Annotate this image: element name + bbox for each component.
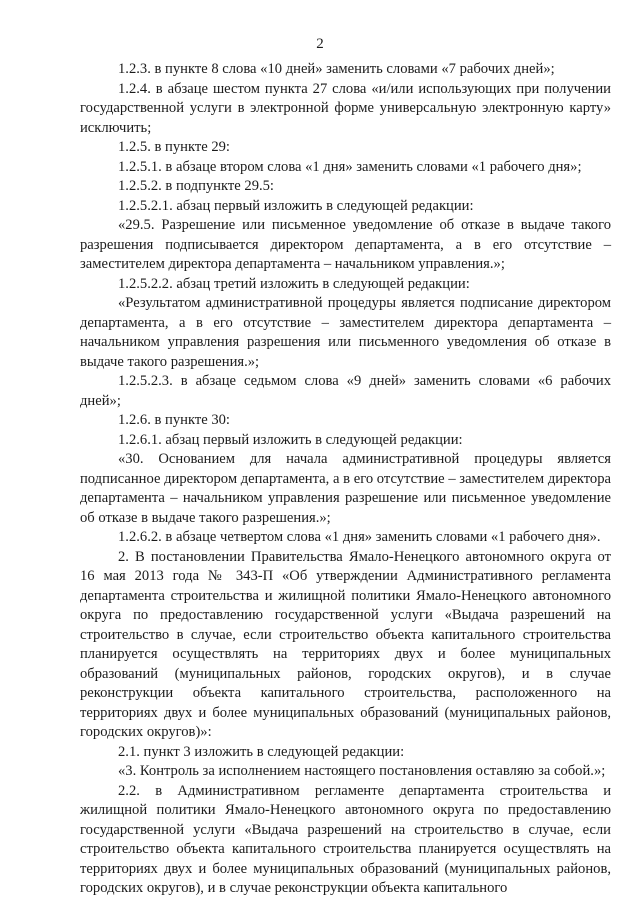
paragraph-1-2-6: 1.2.6. в пункте 30:: [118, 412, 230, 428]
paragraph-1-2-6-1: 1.2.6.1. абзац первый изложить в следующей редакции:: [118, 431, 463, 448]
paragraph-1-2-4: 1.2.4. в абзаце шестом пункта 27 слова «и/или использующих при получении государственной услуги в электронной форме универсальную электронную карту» исключить;: [80, 80, 611, 136]
paragraph-1-2-5-2: 1.2.5.2. в подпункте 29.5:: [118, 178, 274, 194]
paragraph-1-2-5-2-1: 1.2.5.2.1. абзац первый изложить в следующей редакции:: [118, 197, 474, 214]
paragraph-2-1: 2.1. пункт 3 изложить в следующей редакции:: [118, 743, 405, 760]
paragraph-1-2-5: 1.2.5. в пункте 29:: [118, 139, 230, 155]
paragraph-1-2-3: 1.2.3. в пункте 8 слова «10 дней» заменить словами «7 рабочих дней»;: [118, 61, 555, 77]
paragraph-1-2-5-2-3: 1.2.5.2.3. в абзаце седьмом слова «9 дней» заменить словами «6 рабочих дней»;: [80, 373, 611, 409]
quote-procedure-result: «Результатом административной процедуры является подписание директором департамента, а в его отсутствие – заместителем директора департамента – начальником управления разрешения или письменного уведомления об отказе в выдаче такого разрешения.»;: [80, 295, 611, 370]
paragraph-2: 2. В постановлении Правительства Ямало-Ненецкого автономного округа от 16 мая 2013 года № 343-П «Об утверждении Административного регламента департамента строительства и жилищной политики Ямало-Ненецкого автономного округа по предоставлению государственной услуги «Выдача разрешений на строительство в случае, если строительство объекта капитального строительства планируется осуществлять на территориях двух и более муниципальных образований (муниципальных районов, городских округов), и в случае реконструкции объекта капитального строительства, расположенного на территориях двух и более муниципальных образований (муниципальных районов, городских округов)»:: [80, 548, 611, 740]
paragraph-2-2: 2.2. в Административном регламенте департамента строительства и жилищной политики Ямало-Ненецкого автономного округа по предоставлению государственной услуги «Выдача разрешений на строительство в случае, если строительство объекта капитального строительства планируется осуществлять на территориях двух и более муниципальных образований (муниципальных районов, городских округов), и в случае реконструкции объекта капитального: [80, 782, 611, 896]
document-body: [80, 60, 611, 899]
paragraph-1-2-5-2-2: 1.2.5.2.2. абзац третий изложить в следующей редакции:: [118, 275, 470, 292]
quote-30: «30. Основанием для начала административной процедуры является подписанное директором департамента, а в его отсутствие – заместителем директора департамента – начальником управления разрешение или письменное уведомление об отказе в выдаче такого разрешения.»;: [80, 451, 611, 526]
quote-29-5: «29.5. Разрешение или письменное уведомление об отказе в выдаче такого разрешения подписывается директором департамента, а в его отсутствие – заместителем директора департамента – начальником управления.»;: [80, 217, 611, 272]
quote-3-control: «3. Контроль за исполнением настоящего постановления оставляю за собой.»;: [118, 763, 606, 779]
paragraph-1-2-5-1: 1.2.5.1. в абзаце втором слова «1 дня» заменить словами «1 рабочего дня»;: [118, 158, 582, 175]
paragraph-1-2-6-2: 1.2.6.2. в абзаце четвертом слова «1 дня» заменить словами «1 рабочего дня».: [118, 529, 601, 545]
page-number: 2: [316, 36, 324, 52]
